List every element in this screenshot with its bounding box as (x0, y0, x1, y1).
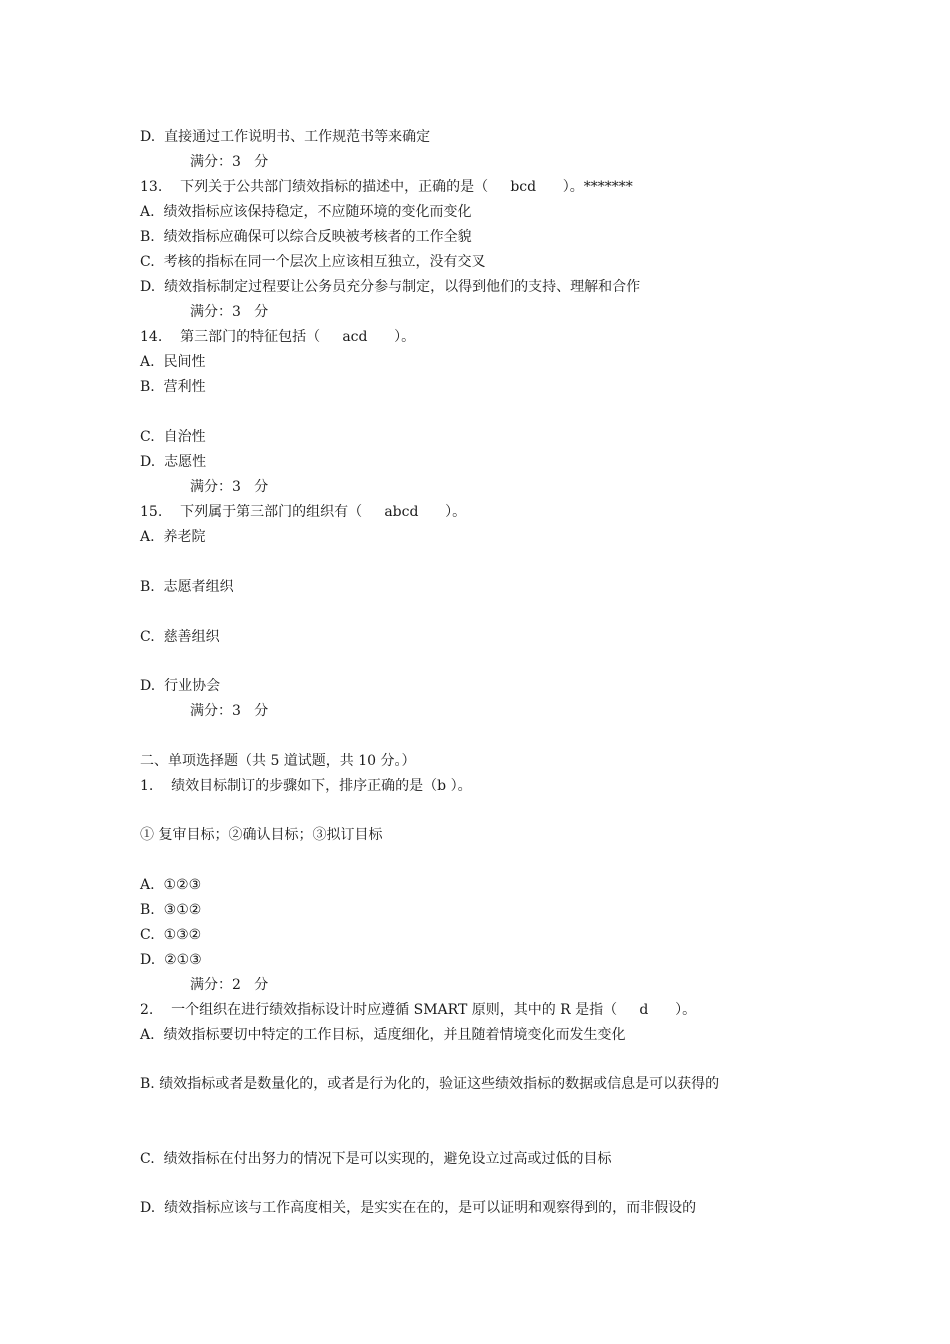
question-13: 13. 下列关于公共部门绩效指标的描述中，正确的是（ bcd ）。******* (140, 179, 633, 195)
section-heading: 二、单项选择题（共 5 道试题，共 10 分。） (140, 753, 416, 769)
option-c-q2: C. 绩效指标在付出努力的情况下是可以实现的，避免设立过高或过低的目标 (140, 1151, 612, 1167)
option-c-q13: C. 考核的指标在同一个层次上应该相互独立，没有交叉 (140, 254, 486, 270)
question-1-steps: ① 复审目标；②确认目标；③拟订目标 (140, 827, 383, 843)
option-d-q13: D. 绩效指标制定过程要让公务员充分参与制定，以得到他们的支持、理解和合作 (140, 279, 641, 295)
option-b-q2: B. 绩效指标或者是数量化的，或者是行为化的，验证这些绩效指标的数据或信息是可以获得的 (140, 1076, 720, 1092)
option-d-q2: D. 绩效指标应该与工作高度相关，是实实在在的，是可以证明和观察得到的，而非假设的 (140, 1200, 697, 1216)
question-1: 1. 绩效目标制订的步骤如下，排序正确的是（b ）。 (140, 778, 472, 794)
option-d-q1: D. ②①③ (140, 952, 202, 968)
score-q14: 满分：3 分 (190, 479, 269, 495)
score-q12: 满分：3 分 (190, 154, 269, 170)
option-d-q15: D. 行业协会 (140, 678, 221, 694)
score-q15: 满分：3 分 (190, 703, 269, 719)
option-a-q2: A. 绩效指标要切中特定的工作目标，适度细化，并且随着情境变化而发生变化 (140, 1027, 626, 1043)
score-q13: 满分：3 分 (190, 304, 269, 320)
option-a-q13: A. 绩效指标应该保持稳定，不应随环境的变化而变化 (140, 204, 472, 220)
option-b-q1: B. ③①② (140, 902, 202, 918)
option-c-q15: C. 慈善组织 (140, 629, 220, 645)
option-c-q1: C. ①③② (140, 927, 202, 943)
option-d-q12: D. 直接通过工作说明书、工作规范书等来确定 (140, 129, 431, 145)
option-a-q15: A. 养老院 (140, 529, 206, 545)
option-a-q1: A. ①②③ (140, 877, 202, 893)
question-2: 2. 一个组织在进行绩效指标设计时应遵循 SMART 原则，其中的 R 是指（ d ）。 (140, 1002, 697, 1018)
option-d-q14: D. 志愿性 (140, 454, 207, 470)
option-b-q13: B. 绩效指标应确保可以综合反映被考核者的工作全貌 (140, 229, 472, 245)
option-b-q14: B. 营利性 (140, 379, 206, 395)
option-c-q14: C. 自治性 (140, 429, 206, 445)
question-15: 15. 下列属于第三部门的组织有（ abcd ）。 (140, 504, 467, 520)
question-14: 14. 第三部门的特征包括（ acd ）。 (140, 329, 416, 345)
option-a-q14: A. 民间性 (140, 354, 206, 370)
score-q1: 满分：2 分 (190, 977, 269, 993)
option-b-q15: B. 志愿者组织 (140, 579, 234, 595)
